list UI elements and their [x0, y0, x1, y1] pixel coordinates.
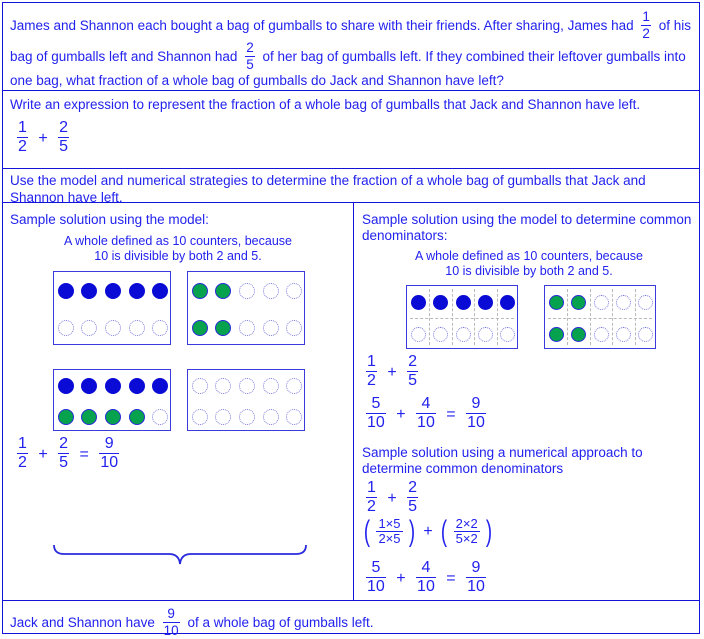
counter-empty: [215, 409, 231, 425]
counter-empty: [638, 327, 653, 342]
counter-empty: [239, 320, 255, 336]
fraction-numerator: 9: [471, 559, 481, 576]
fraction-numerator: 2: [246, 40, 254, 55]
fraction-one-times-five-over-two-times-five: [376, 517, 402, 546]
fraction-numerator: 2: [59, 119, 69, 136]
fraction-numerator: 2: [408, 353, 418, 370]
fraction-two-fifths: [406, 354, 419, 390]
problem-statement-line-3: one bag, what fraction of a whole bag of gumballs do Jack and Shannon have left?: [10, 73, 504, 88]
problem-text-2b: of her bag of gumballs left. If they combined their leftover gumballs into: [262, 48, 686, 64]
fraction-denominator: 5: [408, 372, 418, 390]
counter-empty: [192, 378, 208, 394]
right-model-caption-line-2: 10 is divisible by both 2 and 5.: [445, 264, 613, 279]
grid-line-horizontal: [410, 318, 514, 319]
numerical-equation-line-1: [362, 481, 422, 517]
counter-filled-blue: [105, 378, 121, 394]
worksheet-container: [2, 2, 700, 638]
counter-filled-blue: [152, 283, 168, 299]
counter-empty: [129, 320, 145, 336]
grid-line-vertical: [474, 289, 475, 345]
grid-line-vertical: [452, 289, 453, 345]
final-answer-text-after: of a whole bag of gumballs left.: [187, 614, 374, 630]
plus-operator: +: [387, 364, 397, 382]
fraction-nine-tenths: [465, 560, 487, 596]
counter-empty: [478, 327, 493, 342]
problem-text-1a: James and Shannon each bought a bag of gumballs to share with their friends. After sharing, James had: [10, 17, 634, 33]
use-model-instruction-line-1: Use the model and numerical strategies to determine the fraction of a whole bag of gumballs that Jack and: [10, 173, 646, 188]
student-expression-answer: [13, 121, 73, 157]
counter-empty: [152, 320, 168, 336]
counter-filled-blue: [81, 283, 97, 299]
fraction-five-tenths: [365, 560, 387, 596]
fraction-denominator: 5: [246, 56, 254, 72]
counter-empty: [286, 378, 302, 394]
grid-counter-box-one-half: [406, 285, 518, 349]
right-solution-title-line-1: Sample solution using the model to determine common: [362, 212, 692, 227]
right-model-caption-line-1: A whole defined as 10 counters, because: [415, 249, 643, 263]
fraction-denominator: 2: [367, 372, 376, 390]
counter-filled-blue: [411, 295, 426, 310]
numerical-equation-line-3: [362, 561, 490, 597]
counter-filled-blue: [478, 295, 493, 310]
counter-filled-blue: [58, 283, 74, 299]
counter-empty: [594, 295, 609, 310]
fraction-numerator: 1: [642, 9, 650, 24]
counter-filled-blue: [129, 283, 145, 299]
plus-operator: +: [396, 406, 406, 424]
right-solution-title: [362, 212, 692, 244]
counter-empty: [456, 327, 471, 342]
counter-filled-green: [571, 327, 586, 342]
counter-filled-blue: [58, 378, 74, 394]
counter-filled-green: [549, 295, 564, 310]
grid-line-vertical: [567, 289, 568, 345]
fraction-denominator: 2: [642, 25, 650, 41]
right-parenthesis-1: ): [408, 514, 416, 548]
problem-text-2a: bag of gumballs left and Shannon had: [10, 48, 238, 64]
write-expression-row: [3, 91, 699, 169]
equals-operator: =: [446, 570, 456, 588]
right-solution-column: [354, 203, 701, 601]
counter-empty: [286, 409, 302, 425]
grid-line-vertical: [429, 289, 430, 345]
problem-statement-row: [3, 3, 699, 91]
counter-empty: [433, 327, 448, 342]
counter-empty: [411, 327, 426, 342]
left-model-equation: [13, 437, 123, 473]
counter-empty: [594, 327, 609, 342]
counter-empty: [263, 409, 279, 425]
grid-line-vertical: [497, 289, 498, 345]
right-solution-title-line-2: denominators:: [362, 228, 448, 244]
plus-operator: +: [38, 130, 48, 148]
counter-filled-green: [81, 409, 97, 425]
counter-empty: [192, 409, 208, 425]
fraction-numerator: 2×2: [455, 516, 478, 531]
fraction-two-fifths: [57, 120, 70, 156]
counter-filled-blue: [456, 295, 471, 310]
fraction-two-fifths: [57, 436, 70, 472]
fraction-two-times-two-over-five-times-two: [454, 517, 480, 546]
counter-empty: [239, 378, 255, 394]
counter-filled-green: [105, 409, 121, 425]
fraction-denominator: 10: [367, 414, 385, 432]
counter-empty: [81, 320, 97, 336]
grid-line-vertical: [590, 289, 591, 345]
fraction-one-half: [16, 120, 29, 156]
grid-line-vertical: [612, 289, 613, 345]
final-answer-row: [3, 601, 699, 639]
counter-empty: [263, 283, 279, 299]
fraction-two-fifths-inline: [244, 41, 256, 72]
fraction-nine-tenths-answer: [162, 607, 181, 638]
problem-text-1b: of his: [658, 17, 691, 33]
counter-empty: [215, 378, 231, 394]
numerical-solution-title: [362, 445, 692, 477]
numerical-equation-line-2: [362, 514, 494, 548]
counter-empty: [58, 320, 74, 336]
right-parenthesis-2: ): [486, 514, 493, 548]
use-model-instruction: [10, 173, 646, 207]
counter-filled-blue: [81, 378, 97, 394]
problem-statement-line-2: [10, 42, 686, 73]
left-solution-column: [3, 203, 353, 601]
counter-empty: [286, 283, 302, 299]
fraction-denominator: 5: [59, 138, 69, 156]
write-expression-instruction: Write an expression to represent the fraction of a whole bag of gumballs that Jack and Shannon have left.: [10, 97, 641, 112]
fraction-nine-tenths: [465, 396, 487, 432]
final-answer-text-before: Jack and Shannon have: [10, 614, 155, 630]
counter-filled-green: [549, 327, 564, 342]
fraction-denominator: 2×5: [378, 531, 401, 547]
equals-operator: =: [79, 446, 89, 464]
fraction-numerator: 2: [408, 479, 418, 496]
counter-empty: [239, 283, 255, 299]
plus-operator: +: [423, 522, 433, 540]
fraction-one-half: [365, 354, 378, 390]
right-model-equation-line-2: [362, 397, 490, 433]
fraction-one-half: [16, 436, 29, 472]
left-model-caption-line-1: A whole defined as 10 counters, because: [64, 234, 292, 248]
fraction-numerator: 4: [421, 559, 431, 576]
counter-filled-green: [129, 409, 145, 425]
solutions-work-area: [3, 203, 699, 601]
counter-box-one-half: [53, 271, 171, 345]
fraction-four-tenths: [415, 396, 437, 432]
fraction-two-fifths: [406, 480, 419, 516]
counter-box-remainder: [187, 369, 305, 431]
fraction-numerator: 1: [367, 353, 376, 370]
counter-filled-blue: [500, 295, 515, 310]
counter-empty: [286, 320, 302, 336]
fraction-five-tenths: [365, 396, 387, 432]
grid-line-horizontal: [548, 318, 652, 319]
counter-filled-green: [58, 409, 74, 425]
fraction-numerator: 1×5: [378, 516, 401, 531]
fraction-numerator: 1: [367, 479, 376, 496]
fraction-one-half-inline: [640, 10, 652, 41]
fraction-denominator: 2: [18, 138, 27, 156]
counter-empty: [105, 320, 121, 336]
right-model-caption: [379, 249, 679, 280]
counter-empty: [263, 378, 279, 394]
counter-filled-blue: [152, 378, 168, 394]
fraction-one-half: [365, 480, 378, 516]
left-solution-title: Sample solution using the model:: [10, 212, 209, 227]
left-model-caption-line-2: 10 is divisible by both 2 and 5.: [94, 249, 262, 264]
use-model-instruction-line-2: Shannon have left.: [10, 189, 123, 205]
fraction-numerator: 4: [421, 395, 431, 412]
use-model-instruction-row: [3, 169, 699, 203]
plus-operator: +: [387, 490, 397, 508]
fraction-denominator: 10: [163, 622, 179, 638]
final-answer-statement: [10, 608, 374, 639]
fraction-denominator: 5: [408, 498, 418, 516]
fraction-denominator: 10: [417, 578, 435, 596]
counter-filled-green: [215, 320, 231, 336]
combining-brace-icon: [51, 544, 309, 568]
left-model-caption: [33, 234, 323, 265]
counter-empty: [638, 295, 653, 310]
fraction-numerator: 9: [104, 435, 114, 452]
counter-box-combined: [53, 369, 171, 431]
fraction-nine-tenths: [98, 436, 120, 472]
counter-filled-green: [192, 320, 208, 336]
fraction-denominator: 2: [367, 498, 376, 516]
fraction-numerator: 2: [59, 435, 69, 452]
counter-box-two-fifths: [187, 271, 305, 345]
right-model-equation-line-1: [362, 355, 422, 391]
grid-line-vertical: [635, 289, 636, 345]
fraction-numerator: 5: [371, 395, 381, 412]
problem-statement-line-1: [10, 11, 691, 42]
counter-filled-green: [215, 283, 231, 299]
counter-filled-green: [571, 295, 586, 310]
counter-empty: [616, 295, 631, 310]
counter-empty: [500, 327, 515, 342]
left-parenthesis-2: (: [441, 514, 448, 548]
left-parenthesis-1: (: [363, 514, 371, 548]
fraction-numerator: 1: [18, 435, 27, 452]
counter-filled-green: [192, 283, 208, 299]
fraction-numerator: 9: [471, 395, 481, 412]
fraction-four-tenths: [415, 560, 437, 596]
grid-counter-box-two-fifths: [544, 285, 656, 349]
fraction-numerator: 5: [371, 559, 381, 576]
numerical-solution-title-line-2: determine common denominators: [362, 461, 564, 477]
fraction-denominator: 10: [467, 414, 485, 432]
fraction-denominator: 10: [417, 414, 435, 432]
fraction-denominator: 10: [367, 578, 385, 596]
fraction-denominator: 5×2: [455, 531, 478, 547]
counter-empty: [616, 327, 631, 342]
fraction-denominator: 10: [467, 578, 485, 596]
plus-operator: +: [38, 446, 48, 464]
fraction-numerator: 9: [167, 606, 175, 621]
counter-empty: [263, 320, 279, 336]
numerical-solution-title-line-1: Sample solution using a numerical approach to: [362, 445, 643, 460]
plus-operator: +: [396, 570, 406, 588]
counter-empty: [239, 409, 255, 425]
fraction-denominator: 10: [100, 454, 119, 472]
fraction-denominator: 5: [59, 454, 69, 472]
fraction-denominator: 2: [18, 454, 27, 472]
counter-filled-blue: [433, 295, 448, 310]
fraction-numerator: 1: [18, 119, 27, 136]
counter-filled-blue: [105, 283, 121, 299]
counter-filled-blue: [129, 378, 145, 394]
equals-operator: =: [446, 406, 456, 424]
counter-empty: [152, 409, 168, 425]
